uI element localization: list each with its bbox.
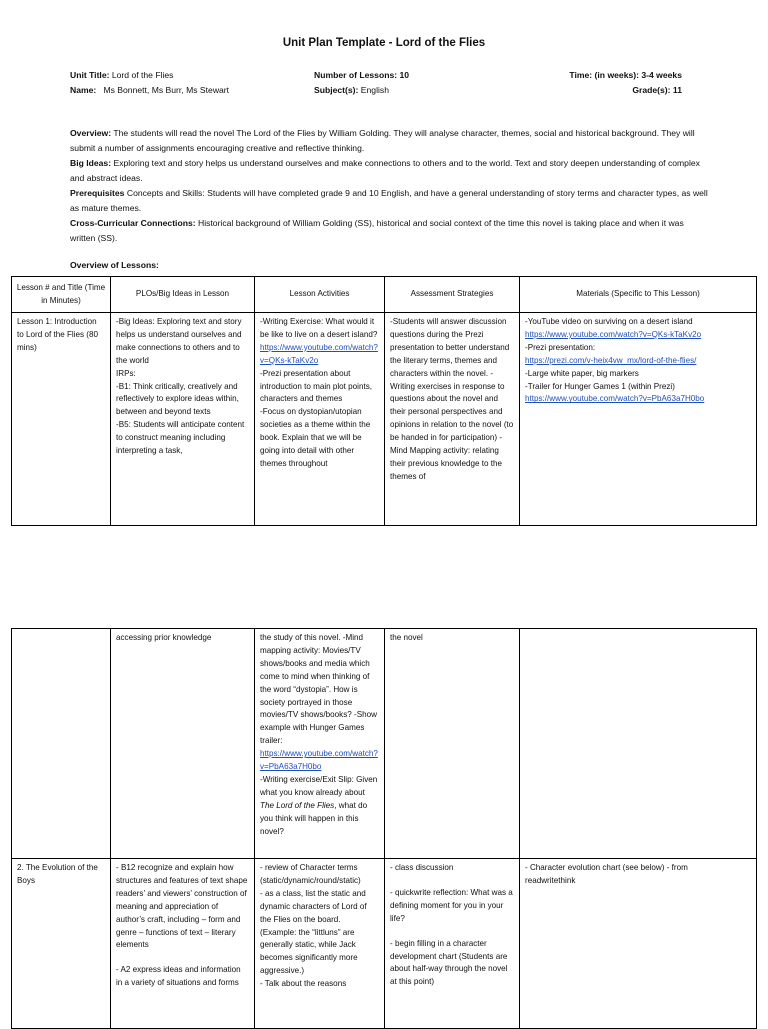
meta-right bbox=[569, 68, 682, 98]
subjects-line: Subject(s): English bbox=[314, 85, 389, 95]
cross-curricular-paragraph: Cross-Curricular Connections: Historical background of William Golding (SS), historical and social context of the time this novel is taking place and when it was written (SS). bbox=[70, 218, 684, 243]
grade-line: Grade(s): 11 bbox=[632, 85, 682, 95]
header-lesson: Lesson # and Title (Time in Minutes) bbox=[12, 277, 111, 313]
header-materials: Materials (Specific to This Lesson) bbox=[520, 277, 757, 313]
lesson2-assessment: - class discussion - quickwrite reflection: What was a defining moment for you in your life? - begin filling in a character development chart (Students are about half-way through the novel at this point) bbox=[385, 859, 520, 1029]
meta-left bbox=[70, 68, 229, 98]
lesson2-activities: - review of Character terms (static/dynamic/round/static) - as a class, list the static and dynamic characters of Lord of the Flies on the board. (Example: the “littluns” are generally static, while Jack becomes significantly more aggressive.) - Talk about the reasons bbox=[255, 859, 385, 1029]
lessons-heading: Overview of Lessons: bbox=[70, 260, 159, 270]
trailer-link[interactable]: https://www.youtube.com/watch?v=PbA63a7H0bo bbox=[260, 749, 378, 772]
lesson1-cont-title bbox=[12, 629, 111, 859]
document-title: Unit Plan Template - Lord of the Flies bbox=[282, 37, 486, 49]
lesson2-plos: - B12 recognize and explain how structures and features of text shape readers’ and viewers’ construction of meaning and appreciation of author’s craft, including – form and genre – functions of text – literary elements - A2 express ideas and information in a variety of situations and forms bbox=[111, 859, 255, 1029]
table-header-row bbox=[12, 277, 757, 313]
lesson1-assessment: -Students will answer discussion questions during the Prezi presentation to better understand the literary terms, themes and characters within the novel. -Writing exercises in response to questions about the novel and their personal perspectives and opinions in relation to the novel (to be handed in for participation) -Mind Mapping activity: relating their previous knowledge to the themes of bbox=[385, 313, 520, 526]
youtube-link[interactable]: https://www.youtube.com/watch?v=QKs-kTaKv2o bbox=[525, 329, 702, 339]
prerequisites-paragraph: Prerequisites Concepts and Skills: Students will have completed grade 9 and 10 English, and have a general understanding of story terms and character types, as well as mature themes. bbox=[70, 188, 708, 213]
name-line: Name: Ms Bonnett, Ms Burr, Ms Stewart bbox=[70, 85, 230, 95]
header-plos: PLOs/Big Ideas in Lesson bbox=[111, 277, 255, 313]
lesson1-cont-materials bbox=[520, 629, 757, 859]
lesson1-cont-assessment: the novel bbox=[385, 629, 520, 859]
lesson1-activities: -Writing Exercise: What would it be like to live on a desert island? https://www.youtube.com/watch?v=QKs-kTaKv2o -Prezi presentation about introduction to main plot points, characters and themes -Focus on dystopian/utopian societies as a theme within the book. Explain that we will be going into detail with other themes throughout bbox=[255, 313, 385, 526]
big-ideas-paragraph: Big Ideas: Exploring text and story helps us understand ourselves and make connections to others and to the world. Text and story deepen understanding of complex and abstract ideas. bbox=[70, 158, 700, 183]
header-assessment: Assessment Strategies bbox=[385, 277, 520, 313]
lesson2-materials: - Character evolution chart (see below) - from readwritethink bbox=[520, 859, 757, 1029]
table-row bbox=[12, 859, 757, 1029]
unit-title-line: Unit Title: Lord of the Flies bbox=[70, 70, 174, 80]
lesson1-plos: -Big Ideas: Exploring text and story helps us understand ourselves and make connections to others and to the world IRPs: -B1: Think critically, creatively and reflectively to explore ideas within, between and beyond texts -B5: Students will anticipate content to construct meaning including interpreting a task, bbox=[111, 313, 255, 526]
table-row bbox=[12, 629, 757, 859]
lesson1-cont-activities: the study of this novel. -Mind mapping activity: Movies/TV shows/books and media which come to mind when thinking of the word “dystopia”. How is society portrayed in those movies/TV shows/books? -Show example with Hunger Games trailer: https://www.youtube.com/watch?v=PbA63a7H0bo -Writing exercise/Exit Slip: Given what you know already about The Lord of the Flies, what do you think will happen in this novel? bbox=[255, 629, 385, 859]
table-row bbox=[12, 313, 757, 526]
lesson1-cont-plos: accessing prior knowledge bbox=[111, 629, 255, 859]
lesson1-title: Lesson 1: Introduction to Lord of the Flies (80 mins) bbox=[12, 313, 111, 526]
lessons-table-continued bbox=[11, 628, 757, 1029]
meta-middle bbox=[314, 68, 409, 98]
prezi-link[interactable]: https://prezi.com/v-heix4vw_mx/lord-of-the-flies/ bbox=[525, 355, 697, 365]
lesson1-materials: -YouTube video on surviving on a desert island https://www.youtube.com/watch?v=QKs-kTaKv2o -Prezi presentation: https://prezi.com/v-heix4vw_mx/lord-of-the-flies/ -Large white paper, big markers -Trailer for Hunger Games 1 (within Prezi) https://www.youtube.com/watch?v=PbA63a7H0bo bbox=[520, 313, 757, 526]
lessons-line: Number of Lessons: 10 bbox=[314, 70, 410, 80]
lesson2-title: 2. The Evolution of the Boys bbox=[12, 859, 111, 1029]
header-activities: Lesson Activities bbox=[255, 277, 385, 313]
overview-section bbox=[70, 126, 710, 246]
lessons-table bbox=[11, 276, 757, 526]
time-line: Time: (in weeks): 3-4 weeks bbox=[569, 70, 682, 80]
youtube-link[interactable]: https://www.youtube.com/watch?v=QKs-kTaKv2o bbox=[260, 342, 378, 365]
trailer-link[interactable]: https://www.youtube.com/watch?v=PbA63a7H0bo bbox=[525, 394, 705, 404]
overview-paragraph: Overview: The students will read the novel The Lord of the Flies by William Golding. They will analyse character, themes, social and historical background. They will submit a number of assignments encouraging creative and reflective thinking. bbox=[70, 128, 695, 153]
